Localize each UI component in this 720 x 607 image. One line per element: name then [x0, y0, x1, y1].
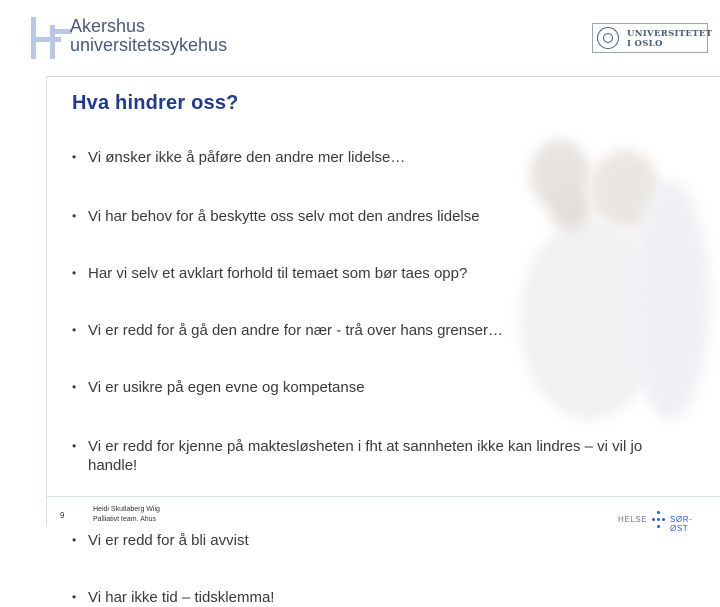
bullet-item: • Vi er redd for kjenne på maktesløsheten i fht at sannheten ikke kan lindres – vi vil jo handle!	[72, 437, 648, 475]
uio-logo	[592, 23, 713, 53]
bullet-item: • Har vi selv et avklart forhold til temaet som bør taes opp?	[72, 264, 642, 283]
footer-divider	[46, 496, 720, 497]
uio-seal-icon	[597, 27, 619, 49]
bullet-item: • Vi er usikre på egen evne og kompetanse	[72, 378, 642, 397]
brand-dots-icon	[651, 510, 667, 530]
ahus-logo-text	[70, 17, 227, 55]
ahus-logo	[28, 15, 228, 65]
author-line1: Heidi Skutlaberg Wiig	[93, 506, 160, 513]
partner-line2: I OSLO	[627, 39, 663, 49]
bullet-item: • Vi er redd for å gå den andre for nær - trå over hans grenser…	[72, 321, 642, 340]
author-line2: Palliativt team. Ahus	[93, 516, 157, 523]
brand-right-text: SØR-ØST	[670, 515, 693, 533]
partner-line1: UNIVERSITETET	[627, 29, 713, 39]
bullet-item: • Vi har ikke tid – tidsklemma!	[72, 588, 642, 607]
ahus-logo-mark-icon	[28, 15, 74, 61]
page-number: 9	[60, 511, 65, 520]
org-name-line2: universitetssykehus	[70, 35, 228, 55]
helse-sor-ost-logo	[618, 510, 710, 533]
bullet-item: • Vi er redd for å bli avvist	[72, 531, 642, 550]
title-divider	[46, 76, 720, 77]
bullet-item: • Vi ønsker ikke å påføre den andre mer lidelse…	[72, 148, 642, 167]
org-name-line1: Akershus	[70, 16, 146, 36]
left-divider	[46, 76, 47, 526]
slide-title: Hva hindrer oss?	[72, 92, 239, 114]
brand-left-text: HELSE	[618, 515, 648, 524]
bullet-item: • Vi har behov for å beskytte oss selv mot den andres lidelse	[72, 207, 642, 226]
author-credit	[93, 505, 160, 525]
